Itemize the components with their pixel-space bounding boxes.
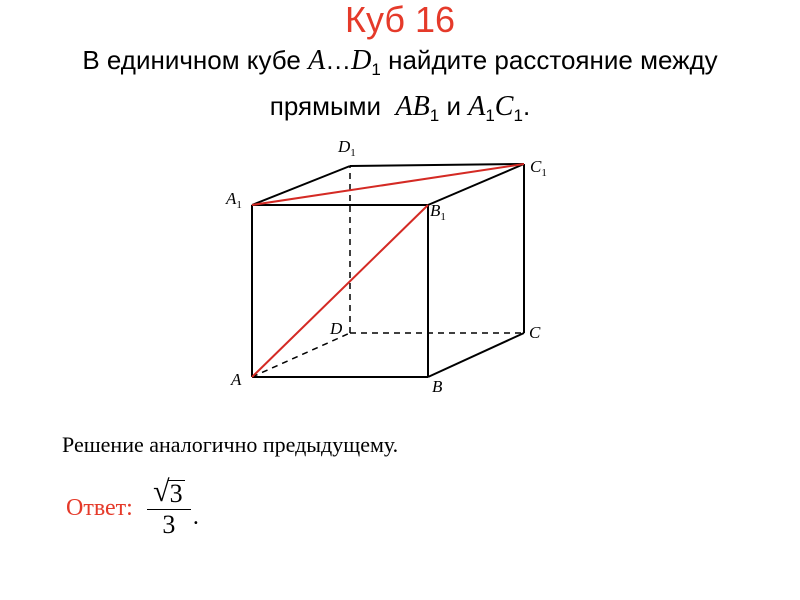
line-a1-c1 bbox=[252, 164, 524, 205]
vertex-label-d: D bbox=[330, 319, 343, 338]
problem-line2-before: прямыми bbox=[269, 91, 389, 121]
problem-text-before: В единичном кубе bbox=[82, 45, 309, 75]
cube-to-subscript: 1 bbox=[371, 60, 381, 79]
vertex-label-a: A bbox=[231, 370, 242, 389]
line-ab1-letters: AB bbox=[395, 91, 430, 122]
sqrt-sign: √ bbox=[153, 474, 170, 508]
ellipsis: … bbox=[325, 45, 352, 75]
line-a1c1-first: A bbox=[468, 91, 486, 122]
answer-label: Ответ: bbox=[66, 494, 133, 521]
edge-b1-c1 bbox=[428, 164, 524, 205]
answer-period: . bbox=[192, 503, 199, 530]
edge-b-c bbox=[428, 333, 524, 377]
answer-fraction bbox=[147, 474, 191, 540]
edge-a-d-hidden bbox=[252, 333, 350, 377]
vertex-label-d1: $D_1$ bbox=[338, 137, 356, 159]
page-title: Куб 16 bbox=[344, 0, 456, 40]
vertex-label-c: C bbox=[529, 323, 541, 342]
problem-end: . bbox=[522, 91, 531, 121]
vertex-label-b1: $B_1$ bbox=[430, 201, 446, 223]
conjunction: и bbox=[439, 91, 469, 121]
line-ab1-subscript: 1 bbox=[429, 106, 440, 125]
line-a1c1-second: C bbox=[494, 91, 514, 122]
edge-d1-c1 bbox=[350, 164, 524, 166]
vertex-label-a1: $A_1$ bbox=[226, 189, 242, 211]
line-a1c1-second-sub: 1 bbox=[513, 106, 523, 125]
problem-text-middle: найдите расстояние между bbox=[380, 45, 718, 75]
line-a1c1-first-sub: 1 bbox=[485, 106, 495, 125]
edge-a1-d1 bbox=[252, 166, 350, 205]
fraction-denominator: 3 bbox=[162, 509, 176, 539]
vertex-label-c1: $C_1$ bbox=[530, 157, 547, 179]
fraction-numerator bbox=[149, 474, 188, 509]
cube-from-vertex: A bbox=[308, 45, 326, 76]
cube-to-vertex: D bbox=[351, 45, 372, 76]
line-a-b1 bbox=[252, 205, 428, 377]
solution-text: Решение аналогично предыдущему. bbox=[62, 432, 399, 457]
vertex-label-b: B bbox=[432, 377, 443, 396]
answer-block bbox=[66, 468, 199, 548]
radicand: 3 bbox=[169, 478, 183, 508]
